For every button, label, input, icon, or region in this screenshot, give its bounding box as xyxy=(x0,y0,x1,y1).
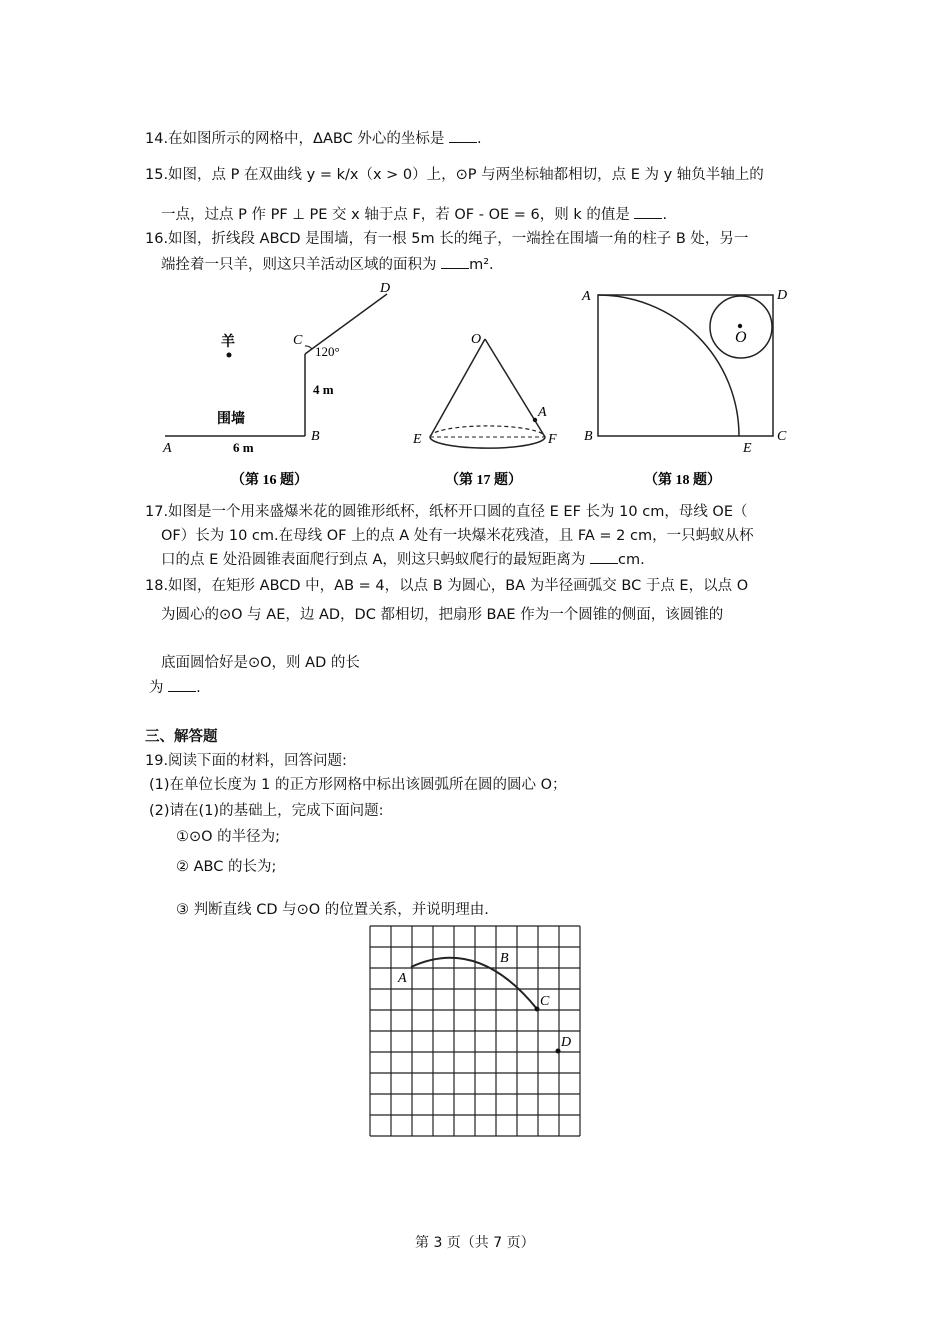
fig18-label-d: D xyxy=(777,288,788,303)
fig18-caption: （第 18 题） xyxy=(644,473,721,488)
q19-sub3: ③ 判断直线 CD 与⊙O 的位置关系，并说明理由. xyxy=(176,902,489,918)
q19-intro: 19.阅读下面的材料，回答问题: xyxy=(145,753,347,769)
section-heading: 三、解答题 xyxy=(145,729,218,745)
question-15-line1: 15.如图，点 P 在双曲线 y = k/x（x > 0）上，⊙P 与两坐标轴都相切，点 E 为 y 轴负半轴上的 xyxy=(145,167,764,183)
q18-answer-blank[interactable] xyxy=(168,691,196,692)
question-17-line1: 17.如图是一个用来盛爆米花的圆锥形纸杯，纸杯开口圆的直径 E EF 长为 10 cm，母线 OE（ xyxy=(145,504,748,520)
q17-text: 口的点 E 处沿圆锥表面爬行到点 A，则这只蚂蚁爬行的最短距离为 xyxy=(161,552,586,568)
fig18-label-c: C xyxy=(777,429,787,444)
grid-label-c: C xyxy=(540,994,550,1009)
fig16-bc-length: 4 m xyxy=(313,382,334,397)
question-18-line2: 为圆心的⊙O 与 AE，边 AD，DC 都相切，把扇形 BAE 作为一个圆锥的侧面，该圆锥的 xyxy=(161,607,724,623)
q19-sub1: ①⊙O 的半径为; xyxy=(176,829,281,845)
q14-end: . xyxy=(476,131,482,147)
fig16-label-c: C xyxy=(293,333,303,348)
page-footer: 第 3 页（共 7 页） xyxy=(415,1235,535,1251)
question-18-line3: 底面圆恰好是⊙O，则 AD 的长 xyxy=(161,655,360,671)
fig16-caption: （第 16 题） xyxy=(231,473,308,488)
q14-text: 14.在如图所示的网格中，ΔABC 外心的坐标是 xyxy=(145,131,445,147)
grid-label-a: A xyxy=(398,971,407,986)
q15-text: 一点，过点 P 作 PF ⊥ PE 交 x 轴于点 F，若 OF - OE = 6，则 k 的值是 xyxy=(161,207,630,223)
q19-grid-figure xyxy=(368,924,584,1138)
grid-label-d: D xyxy=(561,1035,572,1050)
fig16-angle-label: 120° xyxy=(315,344,340,359)
fig16-label-a: A xyxy=(163,441,172,456)
fig16-label-d: D xyxy=(380,281,391,296)
q15-answer-blank[interactable] xyxy=(634,218,662,219)
question-15-line2 xyxy=(161,203,667,224)
q17-answer-blank[interactable] xyxy=(590,563,618,564)
q16-text: 端拴着一只羊，则这只羊活动区域的面积为 xyxy=(161,257,437,273)
question-18-line4 xyxy=(149,676,201,697)
q19-part1: (1)在单位长度为 1 的正方形网格中标出该圆弧所在圆的圆心 O； xyxy=(149,777,567,793)
figure-18 xyxy=(578,280,808,495)
q15-end: . xyxy=(662,207,668,223)
q17-end: cm. xyxy=(618,552,645,568)
fig17-label-f: F xyxy=(548,432,557,447)
fig16-sheep-label: 羊 xyxy=(221,335,235,350)
question-18-line1: 18.如图，在矩形 ABCD 中，AB = 4，以点 B 为圆心，BA 为半径画弧交 BC 于点 E，以点 O xyxy=(145,578,749,594)
q18-text: 为 xyxy=(149,680,164,696)
question-16-line2 xyxy=(161,253,494,274)
fig18-label-e: E xyxy=(743,441,752,456)
fig17-caption: （第 17 题） xyxy=(445,473,522,488)
q14-answer-blank[interactable] xyxy=(449,142,477,143)
question-14 xyxy=(145,127,482,148)
fig16-ab-length: 6 m xyxy=(233,440,254,455)
fig17-label-o: O xyxy=(471,332,482,347)
figure-16 xyxy=(155,280,405,495)
grid-label-b: B xyxy=(500,951,509,966)
fig17-label-a: A xyxy=(538,405,547,420)
figure-17 xyxy=(405,325,575,495)
fig18-label-b: B xyxy=(584,429,593,444)
q16-answer-blank[interactable] xyxy=(441,268,469,269)
q19-sub2: ② ABC 的长为; xyxy=(176,859,277,875)
fig18-label-a: A xyxy=(582,289,591,304)
fig17-label-e: E xyxy=(413,432,422,447)
fig16-wall-label: 围墙 xyxy=(217,412,245,427)
fig18-label-o: O xyxy=(735,329,747,346)
question-17-line3 xyxy=(161,548,645,569)
question-16-line1: 16.如图，折线段 ABCD 是围墙，有一根 5m 长的绳子，一端拴在围墙一角的柱子 B 处，另一 xyxy=(145,231,749,247)
q16-end: m². xyxy=(469,257,494,273)
q18-end: . xyxy=(196,680,201,696)
fig16-label-b: B xyxy=(311,429,320,444)
question-17-line2: OF）长为 10 cm.在母线 OF 上的点 A 处有一块爆米花残渣，且 FA = 2 cm，一只蚂蚁从杯 xyxy=(161,528,754,544)
q19-part2: (2)请在(1)的基础上，完成下面问题: xyxy=(149,803,384,819)
